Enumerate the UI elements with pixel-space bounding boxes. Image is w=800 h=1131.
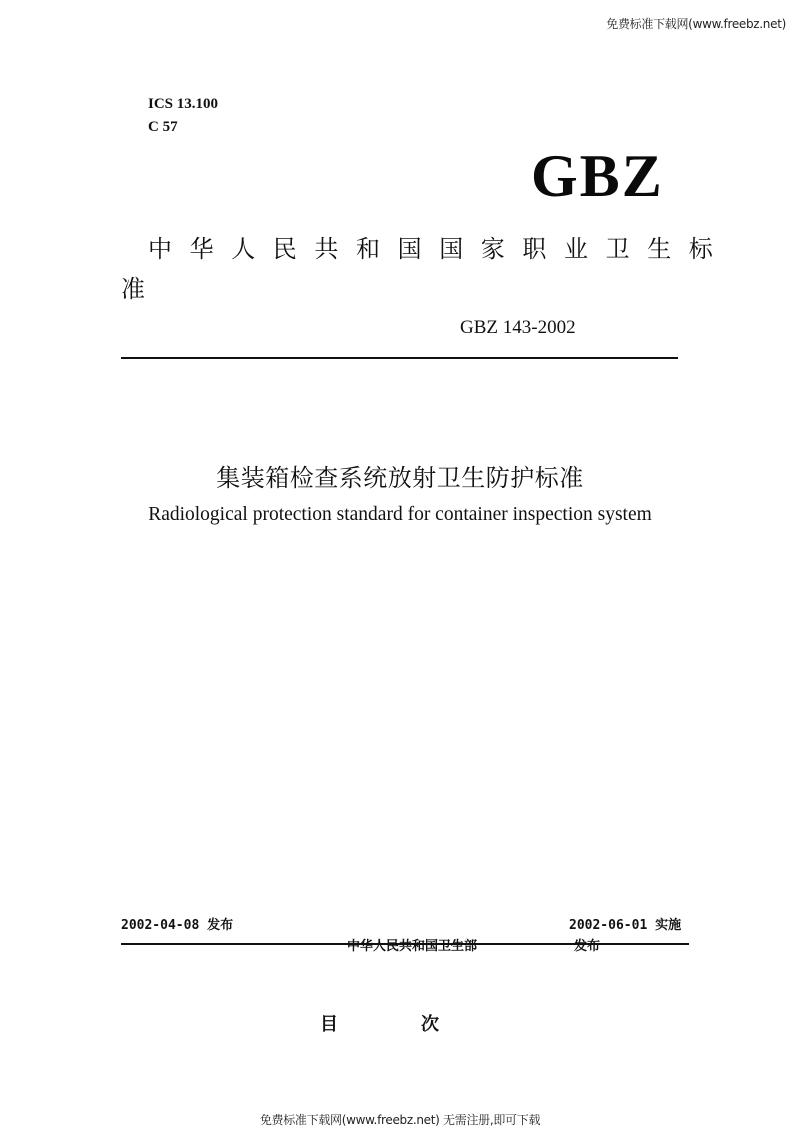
header-divider <box>121 357 678 359</box>
watermark-bottom: 免费标准下载网(www.freebz.net) 无需注册,即可下载 <box>259 1113 541 1127</box>
toc-heading-part1: 目 <box>320 1014 338 1035</box>
standard-type-line2: 准 <box>121 275 145 303</box>
standard-logo: GBZ <box>531 143 664 209</box>
issuing-action: 发布 <box>574 939 601 954</box>
standard-number: GBZ 143-2002 <box>460 317 576 338</box>
ccs-code: C 57 <box>148 119 178 135</box>
ics-code: ICS 13.100 <box>148 96 219 112</box>
document-title-english: Radiological protection standard for container inspection system <box>148 504 652 525</box>
issuing-authority: 中华人民共和国卫生部 <box>347 939 478 954</box>
standard-type-line1: 中华人民共和国国家职业卫生标 <box>148 235 731 263</box>
issue-date: 2002-04-08 发布 <box>121 918 234 933</box>
watermark-top: 免费标准下载网(www.freebz.net) <box>606 17 786 31</box>
document-title-chinese: 集装箱检查系统放射卫生防护标准 <box>216 464 584 492</box>
toc-heading-part2: 次 <box>421 1014 439 1035</box>
implementation-date: 2002-06-01 实施 <box>569 918 682 933</box>
